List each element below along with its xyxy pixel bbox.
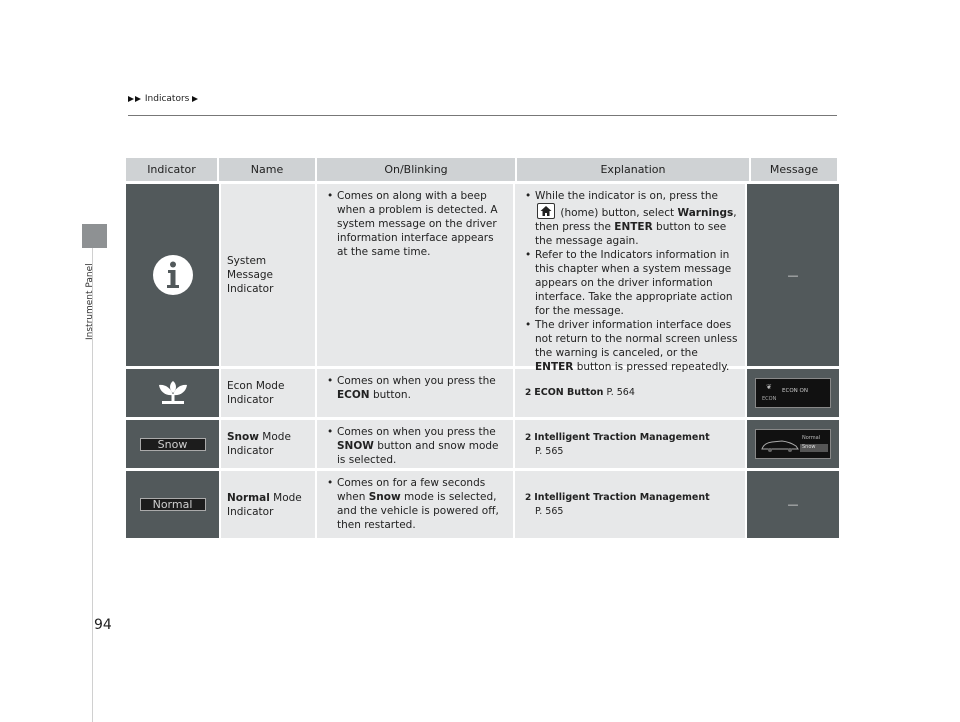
explanation-text: While the indicator is on, press the <box>535 190 718 202</box>
reference-arrow-icon: 2 <box>525 493 532 503</box>
table-row <box>126 369 837 417</box>
on-text: Comes on when you press the <box>337 426 496 438</box>
header-on-blinking: On/Blinking <box>317 158 517 181</box>
header-rule <box>128 115 837 116</box>
explanation-text: , then press the <box>535 207 737 233</box>
breadcrumb-arrow-icon <box>192 96 198 102</box>
explanation-text: button is pressed repeatedly. <box>576 361 730 373</box>
side-label: Instrument Panel <box>85 263 95 340</box>
car-outline-icon <box>760 437 800 453</box>
explanation-cell <box>513 471 745 538</box>
home-icon <box>537 203 555 219</box>
on-blinking-text <box>327 476 507 532</box>
explanation-cell <box>513 184 745 373</box>
reference-page: P. 565 <box>535 445 564 457</box>
normal-badge: Normal <box>140 498 206 511</box>
breadcrumb-section[interactable]: Indicators <box>144 94 190 104</box>
on-text: button and snow mode is selected. <box>337 440 499 466</box>
indicator-cell <box>126 184 219 366</box>
snow-badge: Snow <box>140 438 206 451</box>
enter-term: ENTER <box>614 221 653 233</box>
enter-term: ENTER <box>535 361 574 373</box>
on-blinking-cell <box>315 184 513 366</box>
screen-small-text: ECON <box>762 396 777 402</box>
screen-line-snow: Snow <box>800 444 828 452</box>
indicator-name <box>219 471 315 538</box>
header-indicator: Indicator <box>126 158 219 181</box>
on-text: button. <box>372 389 411 401</box>
indicator-table <box>126 158 837 538</box>
explanation-cell <box>513 420 745 468</box>
snow-message-screen <box>755 429 831 459</box>
table-row <box>126 420 837 468</box>
explanation-bullet <box>525 318 739 374</box>
name-rest: Mode Indicator <box>227 491 302 518</box>
reference-arrow-icon: 2 <box>525 388 532 398</box>
on-text: mode is selected, and the vehicle is powered off, then restarted. <box>337 491 499 531</box>
header-message: Message <box>769 163 819 176</box>
explanation-bullet: • Refer to the Indicators information in this chapter when a system message appears on the driver information interface. Take the appropriate action for the message. <box>525 248 739 318</box>
econ-term: ECON <box>337 389 370 401</box>
info-circle-icon <box>151 253 195 297</box>
explanation-text: The driver information interface does not return to the normal screen unless the warning is canceled, or the <box>535 319 738 359</box>
page-reference[interactable] <box>525 491 710 518</box>
name-bold: Normal <box>227 491 270 504</box>
on-blinking-text <box>327 374 507 402</box>
reference-title: Intelligent Traction Management <box>534 492 710 503</box>
message-cell: — <box>745 184 839 366</box>
warnings-term: Warnings <box>677 207 734 219</box>
screen-line-normal: Normal <box>802 435 821 441</box>
name-bold: Snow <box>227 431 259 443</box>
reference-title: ECON Button <box>534 387 604 398</box>
header-explanation: Explanation <box>517 158 751 181</box>
table-row <box>126 184 837 373</box>
econ-leaf-icon: ❦ <box>766 383 772 391</box>
explanation-bullet <box>525 189 739 248</box>
table-header <box>126 158 837 181</box>
section-tab <box>82 224 107 248</box>
on-text: Comes on when you press the <box>337 375 496 387</box>
indicator-name: System Message Indicator <box>219 184 315 366</box>
indicator-name: Econ Mode Indicator <box>219 369 315 417</box>
reference-title: Intelligent Traction Management <box>534 431 710 443</box>
indicator-cell <box>126 471 219 538</box>
on-blinking-cell <box>315 369 513 417</box>
page-reference[interactable] <box>525 386 635 400</box>
breadcrumb-arrow-icon <box>128 96 134 102</box>
explanation-text: button to see the message again. <box>535 221 727 247</box>
message-cell: — <box>745 471 839 538</box>
explanation-cell <box>513 369 745 417</box>
reference-arrow-icon: 2 <box>525 432 532 443</box>
message-cell <box>745 369 839 417</box>
page-number: 94 <box>94 617 112 633</box>
reference-page: P. 564 <box>606 387 635 398</box>
snow-term: SNOW <box>337 440 374 452</box>
name-rest: Mode Indicator <box>227 431 291 457</box>
breadcrumb <box>128 94 199 104</box>
message-cell <box>745 420 839 468</box>
on-blinking-text: • Comes on along with a beep when a problem is detected. A system message on the driver information interface appears at the same time. <box>327 189 507 259</box>
screen-text: ECON ON <box>782 388 808 394</box>
econ-message-screen <box>755 378 831 408</box>
table-row <box>126 471 837 538</box>
breadcrumb-arrow-icon <box>135 96 141 102</box>
on-blinking-text <box>327 425 507 467</box>
on-blinking-cell <box>315 471 513 538</box>
reference-page: P. 565 <box>535 506 564 517</box>
on-blinking-cell <box>315 420 513 468</box>
indicator-cell <box>126 369 219 417</box>
explanation-text: (home) button, select <box>560 207 675 219</box>
on-text: Comes on for a few seconds when <box>337 477 486 503</box>
indicator-cell <box>126 420 219 468</box>
econ-leaf-icon <box>156 378 190 408</box>
indicator-name <box>219 420 315 468</box>
snow-term: Snow <box>368 491 401 503</box>
header-name: Name <box>219 158 317 181</box>
page-reference[interactable] <box>525 431 710 458</box>
